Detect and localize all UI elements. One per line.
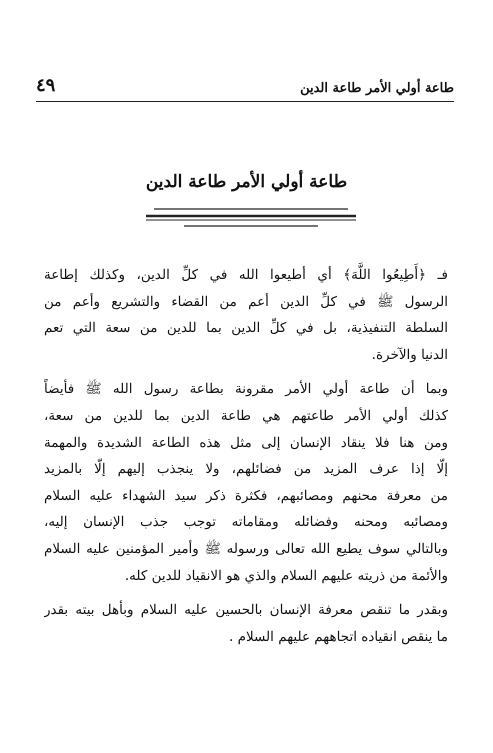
text-line: فـ ﴿أَطِيعُوا اللَّهَ﴾ أي أطيعوا الله في كلِّ الدين، وكذلك إطاعة <box>44 267 448 283</box>
text-line: ومن هنا فلا ينقاد الإنسان إلى مثل هذه الطاعة الشديدة والمهمة <box>44 434 448 451</box>
text-line: وبقدر ما تنقص معرفة الإنسان بالحسين عليه السلام وبأهل بيته بقدر <box>44 602 448 619</box>
text-line: والأئمة من ذريته عليهم السلام والذي هو الانقياد للدين كله. <box>124 567 448 584</box>
text-line: وبما أن طاعة أولي الأمر مقرونة بطاعة رسول الله ﷺ فأيضاً <box>44 381 448 398</box>
text-line: وبالتالي سوف يطيع الله تعالى ورسوله ﷺ وأمير المؤمنين عليه السلام <box>44 540 448 557</box>
text-line: ومصائبه ومحنه وفضائله ومقاماته توجب جذب الإنسان إليه، <box>44 514 448 531</box>
header-rule <box>36 101 454 102</box>
text-line: السلطة التنفيذية، بل في كلِّ الدين بما للدين من سعة التي تعم <box>44 320 448 337</box>
text-line: الرسول ﷺ في كلِّ الدين أعم من القضاء والتشريع وأعم من <box>44 293 448 310</box>
paragraph-3 <box>44 597 448 650</box>
title-ornament <box>144 205 358 229</box>
paragraph-1 <box>44 262 448 368</box>
text-line: من معرفة محنهم ومصائبهم، فكثرة ذكر سيد الشهداء عليه السلام <box>44 487 448 504</box>
paragraph-2 <box>44 376 448 589</box>
page-header <box>36 70 454 96</box>
text-line: الدنيا والآخرة. <box>371 346 448 363</box>
chapter-title: طاعة أولي الأمر طاعة الدين <box>145 172 348 192</box>
body-text <box>44 262 448 650</box>
running-title: طاعة أولي الأمر طاعة الدين <box>300 81 454 96</box>
text-line: إلّا إذا عرف المزيد من فضائلهم، ولا ينجذب إليهم إلّا بالمزيد <box>44 461 448 478</box>
text-line: ما ينقص انقياده اتجاههم عليهم السلام . <box>229 628 448 645</box>
page-number: ٤٩ <box>36 75 56 96</box>
text-line: كذلك أولي الأمر طاعتهم هي طاعة الدين بما للدين من سعة، <box>44 407 448 424</box>
